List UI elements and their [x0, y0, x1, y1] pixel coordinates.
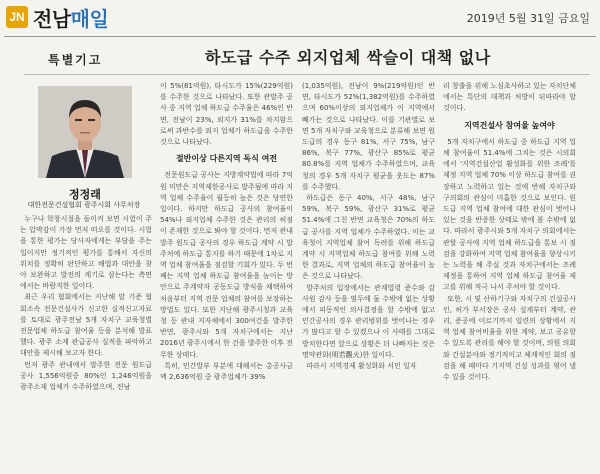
headline-divider [24, 74, 590, 75]
author-role: 대한전문건설협회 광주시회 사무처장 [27, 201, 141, 209]
newspaper-name: 전남매일 [33, 6, 109, 31]
paragraph: 따라서 지역경제 활성화와 서민 일자 [306, 362, 417, 371]
paragraph: 5개 자치구에서 하도급 중 하도급 지역 업체 참여율이 51.4%에 그치는 것은 시의회에서 '지역건설산업 활성화를 위한 조례'를 제정 지역 업체 70% 이상 하도급 참여를 권장하고 노력하고 있는 것에 반해 자치구와 구의회의 관심이 미흡한 것으로 보인다. 원도급 지역 업체 참여에 대한 관심이 벗어나 있는 것을 반증한 상태로 밖에 볼 수밖에 없다. 따라서 광주시와 5개 자치구 의회에서는 관할 공사에 지역 업체 하도급을 통보 시 점검을 강화하여 지역 업체 참여율을 향상시키는 노력을 해 주실 것과 자치구에서는 조례제정을 통하여 지역 업체 하도급 참여율 제고를 위해 적극 나서 주셔야 할 것이다. [443, 137, 576, 292]
paragraph: 먼저 광주 관내에서 발주한 전문 원도급 공사 1,556억원중 80%인 1,246억원을 광주소재 업체가 수주하였으며, 전남 [20, 360, 152, 392]
subheading: 지역건설사 참여율 높여야 [464, 120, 555, 130]
paragraph: 최근 우리 협회에서는 지난해 말 기준 협회소속 전문건설사가 신고한 실적신고자료를 토대로 광주전남 5개 자치구 교육청별 전문업체 하도급 참여율 등을 분석해 발표했다. 광주 소재 관급공사 실적을 파악하고 대안을 제시해 보고자 한다. [20, 293, 152, 358]
newspaper-logo: JN [6, 6, 28, 28]
article-column-1 [20, 214, 152, 393]
article-headline: 하도급 수주 외지업체 싹슬이 대책 없나 [205, 48, 491, 67]
paragraph: 발주처의 입장에서는 관계법령 준수와 감사원 감사 등을 염두에 둘 수밖에 없는 상황에서 피동적인 의사결정을 할 수밖에 없고 민간공사의 경우 관리범위를 벗어나는 경우가 많다고 할 수 있겠으나 이 사태를 그대로 방치한다면 앞으로 상황은 더 나빠지는 것은 명약관화(明若觀火)한 일이다. [302, 283, 435, 359]
section-label: 특별기고 [48, 53, 103, 67]
paragraph: 이 5%(81억원), 타시도가 15%(229억원)를 수주한 것으로 나타났다. 또한 관발주 공사 중 지역 업체 하도급 수주율은 46%인 반면, 전남이 23%, 외지가 31%를 차지함으로써 과반수를 외지 업체가 하도급을 수주한 것으로 나타났다. [160, 82, 293, 147]
masthead [6, 4, 108, 30]
paragraph: 또한, 시 및 산하기구와 자치구의 건설공사 인, 허가 부서장은 공사 설계부터 계약, 관리, 준공에 이르기까지 일련의 상황에서 지역 업체 참여비율을 위한 계약, 보고 공유할 수 있도록 관리를 해야 할 것이며, 의원 의회와 건설분야와 정기적이고 체계적인 회의 점검을 해 때마다 기지역 건설 성과를 엮어 낼 수 있을 것이다. [443, 294, 576, 382]
paragraph: 특히, 민간발부 부분에 대해서는 총공사금액 2,636억원 중 광주업체가 39% [160, 361, 293, 382]
paragraph: (1,035억원), 전남이 9%(219억원)인 반면, 타시도가 52%(1,382억원)를 수주하였으며 60%이상의 외지업체가 이 지역에서 빼가는 것으로 나타났다. 이를 기관별로 보면 5개 자치구와 교육청으로 분류해 보면 원도급의 경우 동구 81%, 서구 75%, 남구 86%, 북구 77%, 광산구 85%로 평균 80.8%를 지역 업체가 수주하였으며, 교육청의 경우 5개 자치구 평균을 웃도는 87%를 수주했다. [302, 82, 435, 191]
author-photo [38, 86, 132, 178]
article-column-3 [302, 81, 435, 372]
article-column-2 [160, 81, 293, 383]
top-divider [4, 36, 596, 37]
paragraph: 전문원도급 공사는 지방계약법에 따라 7억원 미만은 지역제한공사로 발주됨에 따라 지역 업체 수주율이 월등히 높은 것은 당연한 일이다. 하지만 하도급 공사의 참여율이 54%나 외지업체 수주한 것은 관리의 허점이 존재한 것으로 봐야 할 것이다. 먼저 관내발주 원도급 공사의 경우 하도급 계약 시 발주처에 하도급 통지를 하기 때문에 1차로 지역 업체 참여율을 점검할 기회가 있다. 두 번째는 지역 업체 하도급 참여율을 높이는 방안으로 주계약자 공동도급 방식을 채택하여 처음부터 지역 전문 업체의 참여를 보장하는 방법도 있다. 또한 지난해 광주시청과 교육청 등 관내 지자체에서 300여건을 발주한 반면, 광주시와 5개 자치구에서는 지난 2016년 광주시에서 한 건을 발주한 이후 전무한 상태다. [160, 171, 293, 359]
subheading: 절반이상 다른지역 독식 여전 [175, 154, 278, 164]
paragraph: 하도급은 동구 40%, 서구 48%, 남구 59%, 북구 59%, 광산구 31%로 평균 51.4%에 그친 반면 교육청은 70%의 하도급 공사를 지역 업체가 수주하였다. 이는 교육청이 지역업체 참여 독려를 위해 하도급 계약 시 지역업체 하도급 참여를 위해 노력한 결과로, 지역 업체의 하도급 참여율이 높은 것으로 나타났다. [302, 194, 435, 281]
paragraph: 누구나 학창시절을 돌이켜 보면 시험이 주는 압박감이 가장 먼저 떠오를 것이다. 시험을 통한 평가는 당사자에게는 부담을 주는 일이지만 정기적인 평가를 통해서 자신의 위치를 정확히 판단하고 해법과 대안을 찾아 보완하고 발전의 계기로 삼는다는 측면에서는 바람직한 일이다. [20, 215, 152, 291]
issue-date: 2019년 5월 31일 금요일 [466, 12, 590, 25]
paragraph: 리 창출을 위해 노심초사하고 있는 자치단체에서는 특단의 대책과 처방이 뒤따라야 할 것이다. [443, 82, 576, 113]
author-name: 정정래 [69, 188, 101, 201]
article-column-4 [443, 81, 576, 383]
